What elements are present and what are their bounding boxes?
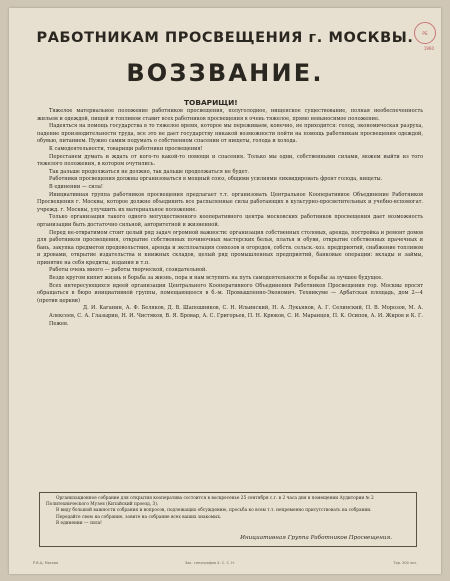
paragraph: Тяжелое материальное положение работников просвещения, полуголодное, нищенское существование, полная необеспеченность жильем и одеждой, пищей и топливом ставит всех работников просвещения в очень тяжелое, прямо невыносимое положение. [37, 108, 423, 122]
paragraph: Так дальше продолжаться не должно, так дальше продолжаться не будет. [49, 168, 249, 175]
notice-paragraph: Организационное собрание для открытия кооператива состоится в воскресенье 25 сентября с.г. в 2 часа дня в помещении Аудитории № 2 Политехнического Музея (Китайский проезд, 3). [46, 496, 374, 508]
meeting-notice [39, 492, 417, 547]
imprint-left: Р.В.Ц. Москва [33, 561, 59, 565]
notice-signature: Инициативная Группа Работников Просвещения. [240, 534, 392, 541]
notice-paragraph: В единении — сила! [56, 520, 102, 526]
paragraph: Инициативная группа работников просвещения предлагает т.т. организовать Центральное Кооперативное Объединение Работников Просвещения г. Москвы, которое должно объединить все распыленные силы работающих в культурно-просветительных и учебно-вспомогат. учрежд. г. Москвы, улучшить их материальное положение. [37, 191, 423, 213]
notice-paragraph: В виду большой важности собрания и вопросов, подлежащих обсуждению, просьба ко всем т.т. непременно присутствовать на собрании. [56, 508, 372, 514]
paragraph: Только организация такого одного могущественного кооперативного центра московских работников просвещения дает возможность организации быть достаточно сильной, авторитетной и жизненной. [37, 214, 423, 228]
paragraph: Надеяться на помощь государства в то тяжелое время, которое мы переживаем, конечно, не приходится: голод, экономическая разруха, падение производительности труда, все это не дает государству никакой возможности пойти на помощь работникам просвещения одеждой, обувью, питанием. Нужно самим подумать о собственном спасении от нищеты, голода и холода. [37, 123, 423, 145]
paragraph: Везде кругом кипит жизнь и борьба за жизнь, пора и нам вступить на путь самодеятельности и борьбы за лучшее будущее. [49, 275, 383, 282]
poster-heading: РАБОТНИКАМ ПРОСВЕЩЕНИЯ г. МОСКВЫ. [36, 30, 414, 46]
library-stamp: РБ [414, 22, 436, 44]
imprint-center: Зак. типография Х. С. С. Н. [185, 561, 235, 565]
paragraph: Работники просвещения должны организоваться в мощный союз, общими усилиями ликвидировать фронт голода, нищеты. [49, 176, 383, 183]
paragraph: В единении — сила! [49, 183, 103, 190]
poster-title: ВОЗЗВАНИЕ. [126, 59, 324, 87]
paragraph: Работы очень много — работы творческой, созидательной. [49, 267, 207, 274]
greeting: ТОВАРИЩИ! [184, 98, 238, 107]
poster-sheet [9, 8, 441, 574]
paragraph: Перестанем думать и ждать от кого-то какой-то помощи и спасения. Только мы одни, собственными силами, можем выйти из того тяжелого положения, в котором очутились. [37, 153, 423, 168]
paragraph: Перед не-отвратимом стоит целый ряд задач огромной важности: организация собственных столовых, аренда, постройка и ремонт домов для работников просвещения, открытие собственных починочных мастерских белья, платья и обуви, открытие собственных прачечных и бань, закупка предметов продовольствия, аренда и эксплоатация совхозов и огородов, собств. сельск.-хоз. предприятий, снабжение топливом и дровами, открытие издательства и книжных складов, целый ряд промышленных предприятий, банковые операции: вклады и займы, принятие на себя кредиты, издания и т.п. [37, 229, 423, 266]
imprint-right: Тир. 500 экз. [393, 561, 417, 565]
paragraph: Всех интересующихся идеей организации Центрального Кооперативного Объединения Работников Просвещения гор. Москвы просят обращаться в бюро инициативной группы, помещающееся в б.-м. Промышленно-Экономич. Техникуме — Арбатская площадь, дом 2—4 (против церкви) [37, 282, 423, 304]
signers-list: Д. И. Каганин, А. Ф. Беляков, Д. В. Шапошников, С. Н. Ильинский, Н. А. Лукьянов, А. Г. Селинский, П. В. Морозов, М. А. Алексеев, С. А. Глазырин, Н. И. Чистяков, В. Я. Бровар, А. С. Григорьев, П. Н. Крюков, С. И. Маранцев, П. К. Осипов, А. И. Жиров и К. Г. Пежев. [49, 305, 423, 327]
paragraph: К самодеятельности, товарищи работники просвещения! [49, 145, 203, 152]
notice-paragraph: Передайте свою на собрание, зовите на собрание всех ваших знакомых. [56, 514, 222, 520]
appeal-body [37, 108, 423, 328]
stamp-number: 1960 [423, 46, 434, 51]
